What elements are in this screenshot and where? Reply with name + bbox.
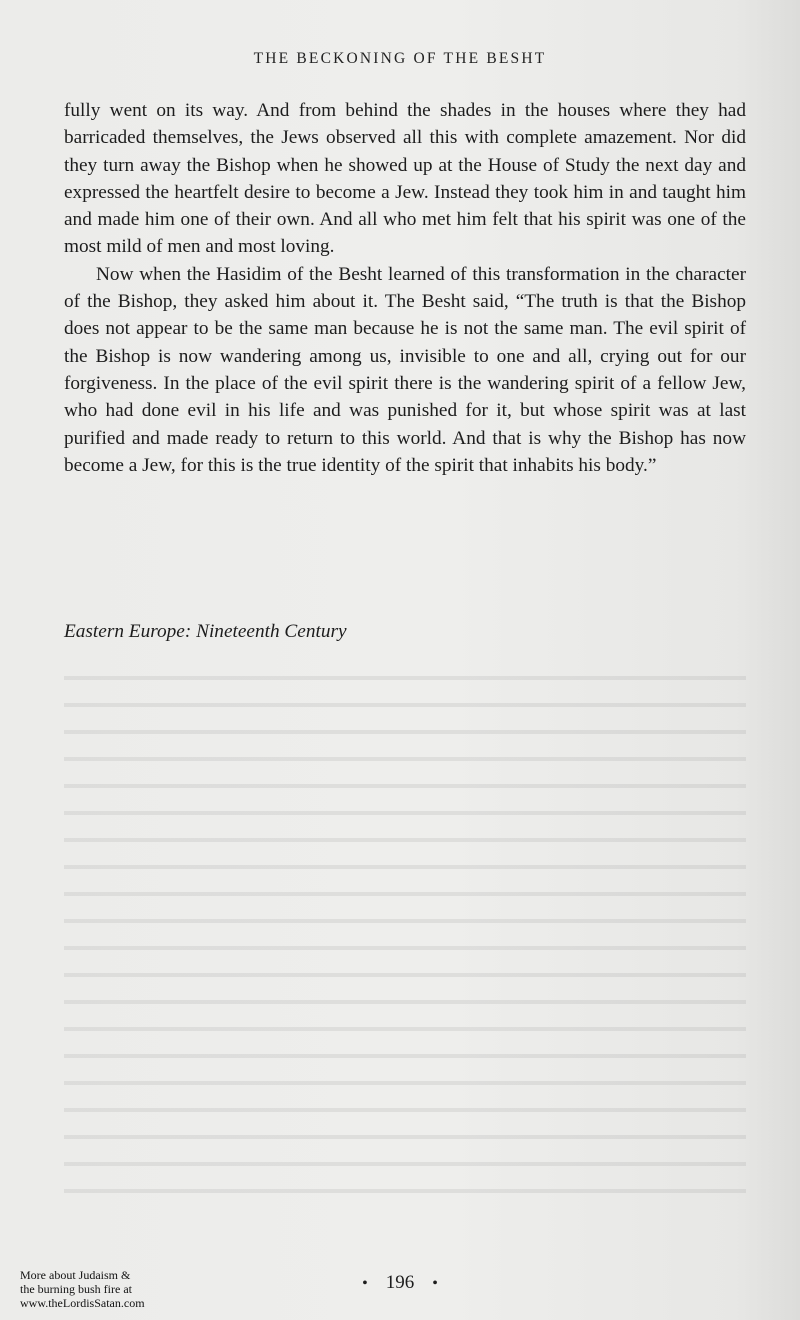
watermark-note bbox=[20, 1268, 145, 1310]
paragraph-continued: fully went on its way. And from behind the shades in the houses where they had barricaded themselves, the Jews observed all this with complete amazement. Nor did they turn away the Bishop when he showed up at the House of Study the next day and expressed the heartfelt desire to become a Jew. Instead they took him in and taught him and made him one of their own. And all who met him felt that his spirit was one of the most mild of men and most loving. bbox=[64, 100, 746, 258]
folio-bullet-right: • bbox=[432, 1275, 438, 1292]
page-number: 196 bbox=[385, 1272, 415, 1293]
watermark-line-2: the burning bush fire at bbox=[20, 1282, 132, 1296]
body-text bbox=[64, 97, 746, 479]
folio-bullet-left: • bbox=[362, 1275, 368, 1292]
watermark-url: www.theLordisSatan.com bbox=[20, 1296, 145, 1310]
paragraph-besht-explanation: Now when the Hasidim of the Besht learned of this transformation in the character of the Bishop, they asked him about it. The Besht said, “The truth is that the Bishop does not appear to be the same man because he is not the same man. The evil spirit of the Bishop is now wandering among us, invisible to one and all, crying out for our forgiveness. In the place of the evil spirit there is the wandering spirit of a fellow Jew, who had done evil in his life and was punished for it, but whose spirit was at last purified and made ready to return to this world. And that is why the Bishop has now become a Jew, for this is the true identity of the spirit that inhabits his body.” bbox=[64, 263, 746, 476]
running-header: THE BECKONING OF THE BESHT bbox=[253, 50, 547, 67]
watermark-line-1: More about Judaism & bbox=[20, 1268, 131, 1282]
tale-source-attribution: Eastern Europe: Nineteenth Century bbox=[64, 621, 347, 642]
bleed-through-texture bbox=[64, 665, 746, 1195]
